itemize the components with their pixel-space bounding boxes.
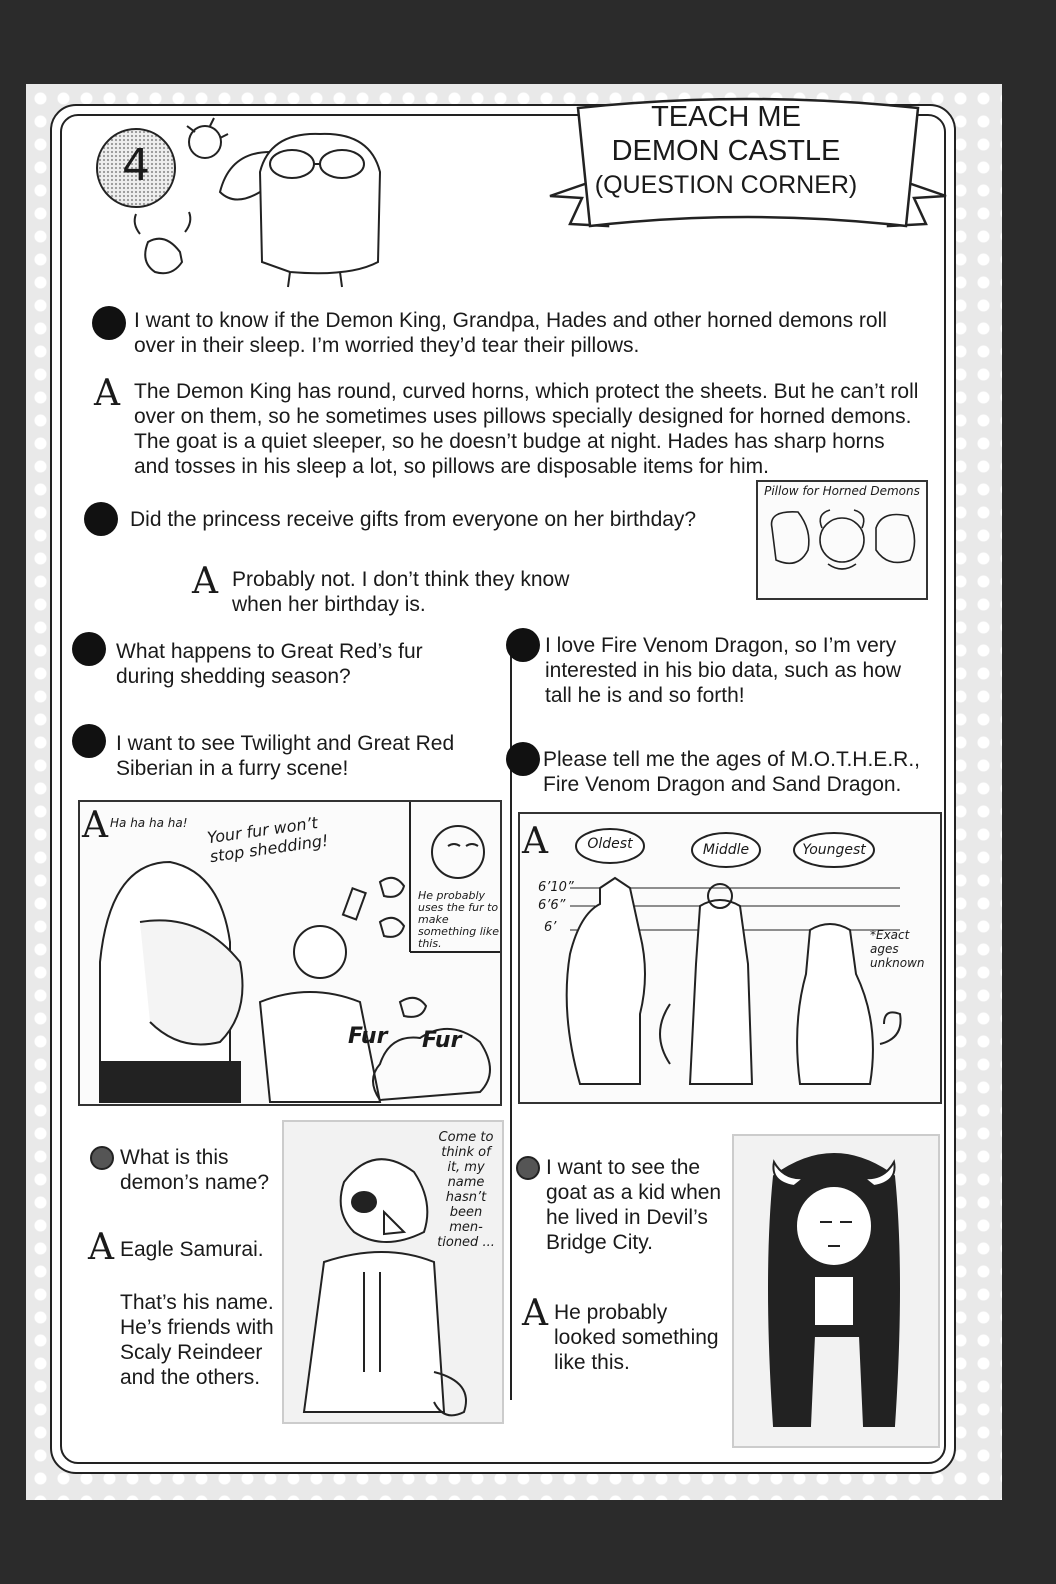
question-bullet-icon xyxy=(72,724,106,758)
young-goat-panel xyxy=(732,1134,940,1448)
ages-note: *Exact ages unknown xyxy=(870,928,925,970)
fur-sfx-2: Fur xyxy=(422,1028,462,1053)
fur-sfx-1: Fur xyxy=(348,1024,388,1049)
answer-text: The Demon King has round, curved horns, which protect the sheets. But he can’t roll over on them, so he sometimes uses pillows specially designed for horned demons. The goat is a quiet sleeper, so he doesn’t budge at night. Hades has sharp horns and tosses in his sleep a lot, so pillows are disposable items for him. xyxy=(134,380,919,478)
label-middle: Middle xyxy=(702,842,750,858)
answer-mark-icon: A xyxy=(192,561,218,602)
height-6ft6: 6’6” xyxy=(538,898,566,913)
corner-number: 4 xyxy=(122,140,150,191)
fur-shedding-comic-panel xyxy=(78,800,502,1106)
header-mascot-illustration xyxy=(110,112,450,292)
question-bullet-icon xyxy=(516,1156,540,1180)
eagle-speech-bubble: Come to think of it, my name hasn’t been men- tioned ... xyxy=(437,1130,495,1250)
question-bullet-icon xyxy=(92,306,126,340)
question-bullet-icon xyxy=(84,502,118,536)
question-bullet-icon xyxy=(506,742,540,776)
title-banner xyxy=(588,100,864,202)
height-6ft10: 6’10” xyxy=(538,880,574,895)
answer-text: He probably looked something like this. xyxy=(554,1301,719,1374)
answer-text: Eagle Samurai. xyxy=(120,1238,264,1261)
answer-mark-icon: A xyxy=(94,373,120,414)
title-line-1: TEACH ME xyxy=(651,101,801,133)
height-6ft: 6’ xyxy=(544,920,557,935)
title-subtitle: (QUESTION CORNER) xyxy=(594,171,858,199)
eagle-samurai-panel xyxy=(282,1120,504,1424)
answer-mark-icon: A xyxy=(522,821,548,862)
question-text: What is this demon’s name? xyxy=(120,1146,270,1194)
pillow-illustration-panel xyxy=(756,480,928,600)
question-text: Please tell me the ages of M.O.T.H.E.R., Fire Venom Dragon and Sand Dragon. xyxy=(543,748,920,796)
question-text: What happens to Great Red’s fur during shedding season? xyxy=(116,640,423,688)
label-youngest: Youngest xyxy=(802,842,866,858)
answer-text: Probably not. I don’t think they know when her birthday is. xyxy=(232,568,570,616)
pillow-caption: Pillow for Horned Demons xyxy=(764,484,920,498)
answer-detail-text: That’s his name. He’s friends with Scaly Reindeer and the others. xyxy=(120,1291,274,1389)
fur-note: He probably uses the fur to make something like this. xyxy=(418,889,499,950)
laugh-speech: Ha ha ha ha! xyxy=(110,816,188,830)
pillow-drawing xyxy=(758,500,926,596)
young-goat-illustration xyxy=(734,1136,938,1446)
question-bullet-icon xyxy=(72,632,106,666)
question-text: I love Fire Venom Dragon, so I’m very interested in his bio data, such as how tall he is and so forth! xyxy=(545,634,902,707)
label-oldest: Oldest xyxy=(587,836,633,852)
question-text: I want to see Twilight and Great Red Siberian in a furry scene! xyxy=(116,732,455,780)
question-bullet-icon xyxy=(506,628,540,662)
answer-mark-icon: A xyxy=(522,1293,548,1334)
question-bullet-icon xyxy=(90,1146,114,1170)
question-text: I want to know if the Demon King, Grandpa, Hades and other horned demons roll over in their sleep. I’m worried they’d tear their pillows. xyxy=(134,309,887,357)
question-text: Did the princess receive gifts from everyone on her birthday? xyxy=(130,508,697,531)
answer-mark-icon: A xyxy=(82,805,108,846)
answer-mark-icon: A xyxy=(88,1227,114,1268)
title-line-2: DEMON CASTLE xyxy=(611,135,841,167)
question-text: I want to see the goat as a kid when he lived in Devil’s Bridge City. xyxy=(546,1156,722,1254)
shout-speech: Your fur won’t stop shedding! xyxy=(205,813,330,867)
dragon-ages-comic-panel xyxy=(518,812,942,1104)
